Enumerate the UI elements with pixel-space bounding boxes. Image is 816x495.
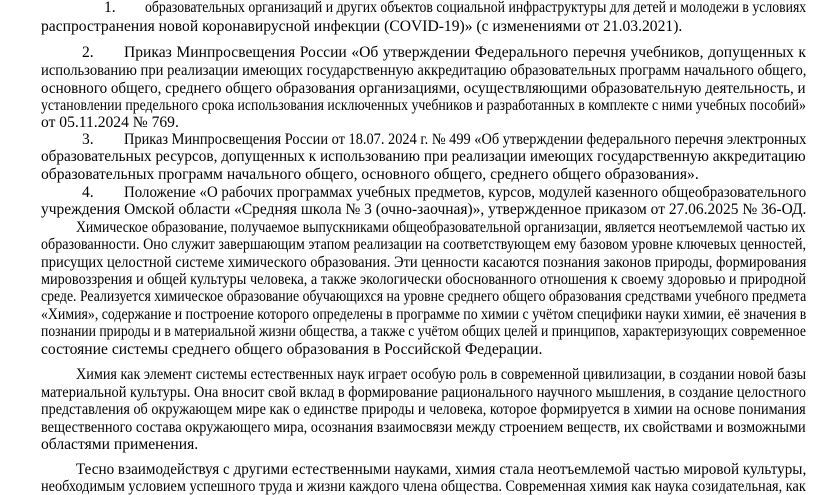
paragraph-line: мировоззрения и общей культуры человека, а также экологически обоснованного отношения к своему здоровью и природной xyxy=(41,271,807,288)
list-number: 1. xyxy=(104,0,116,16)
list-item-text-line: от 05.11.2024 № 769. xyxy=(41,114,179,131)
list-item-text-line: Положение «О рабочих программах учебных предметов, курсов, модулей казенного общеобразовательного xyxy=(124,184,807,201)
paragraph-line: образованности. Оно служит завершающим этапом реализации на соответствующем ему базовом уровне ключевых ценностей, xyxy=(41,236,807,253)
list-number: 3. xyxy=(82,131,94,148)
paragraph-line: областями применения. xyxy=(41,436,199,453)
list-item-text-line: учреждения Омской области «Средняя школа № 3 (очно-заочная)», утвержденное приказом от 27.06.2025 № 36-ОД. xyxy=(41,201,807,218)
list-number: 4. xyxy=(82,184,94,201)
paragraph-line: представления об окружающем мире как о единстве природы и человека, которое формируется в химии на основе понимания xyxy=(41,401,806,418)
list-item-text-line: Приказ Минпросвещения России от 18.07. 2024 г. № 499 «Об утверждении федерального перечня электронных xyxy=(124,131,807,148)
paragraph-line: присущих целостной системе химического образования. Эти ценности касаются познания законов природы, формирования xyxy=(41,254,807,271)
list-item-text-line: образовательных ресурсов, допущенных к использованию при реализации имеющих государственную аккредитацию xyxy=(41,148,806,165)
list-item-text-line: установлении предельного срока использования исключенных учебников и разработанных в комплекте с ними учебных пособий» xyxy=(41,97,806,114)
paragraph-line: среде. Реализуется химическое образование обучающихся на уровне среднего общего образования средствами учебного предмета xyxy=(41,288,807,305)
paragraph-line: необходимым условием успешного труда и жизни каждого члена общества. Современная химия как наука созидательная, как xyxy=(41,478,806,495)
list-item-text-line: распространения новой коронавирусной инфекции (COVID-19)» (с изменениями от 21.03.2021). xyxy=(41,18,683,35)
list-item-text-line: использованию при реализации имеющих государственную аккредитацию образовательных программ начального общего, xyxy=(41,62,807,79)
list-item-text-line: образовательных организаций и других объектов социальной инфраструктуры для детей и молодежи в условиях xyxy=(145,0,807,16)
list-number: 2. xyxy=(82,44,94,61)
paragraph-line: состояние системы среднего общего образования в Российской Федерации. xyxy=(41,341,543,358)
paragraph-line: материальной культуры. Она вносит свой вклад в формирование рационального научного мышления, в создание целостного xyxy=(41,384,807,401)
paragraph-line: Химия как элемент системы естественных наук играет особую роль в современной цивилизации, в создании новой базы xyxy=(76,366,807,383)
paragraph-line: Тесно взаимодействуя с другими естественными науками, химия стала неотъемлемой частью мировой культуры, xyxy=(76,461,807,478)
list-item-text-line: Приказ Минпросвещения России «Об утверждении Федерального перечня учебников, допущенных к xyxy=(124,44,806,61)
list-item-text-line: образовательных программ начального общего, основного общего, среднего общего образования». xyxy=(41,166,699,183)
paragraph-line: вещественного состава окружающего мира, осознания взаимосвязи между строением веществ, их свойствами и возможными xyxy=(41,419,806,436)
paragraph-line: Химическое образование, получаемое выпускниками общеобразовательной организации, является неотъемлемой частью их xyxy=(76,219,806,236)
paragraph-line: познании природы и в материальной жизни общества, а также с учётом общих целей и принципов, характеризующих современное xyxy=(41,323,807,340)
list-item-text-line: основного общего, среднего общего образования организациями, осуществляющими образовательную деятельность, и xyxy=(41,80,806,97)
paragraph-line: «Химия», содержание и построение которого определены в программе по химии с учётом специфики науки химии, её значения в xyxy=(41,306,807,323)
